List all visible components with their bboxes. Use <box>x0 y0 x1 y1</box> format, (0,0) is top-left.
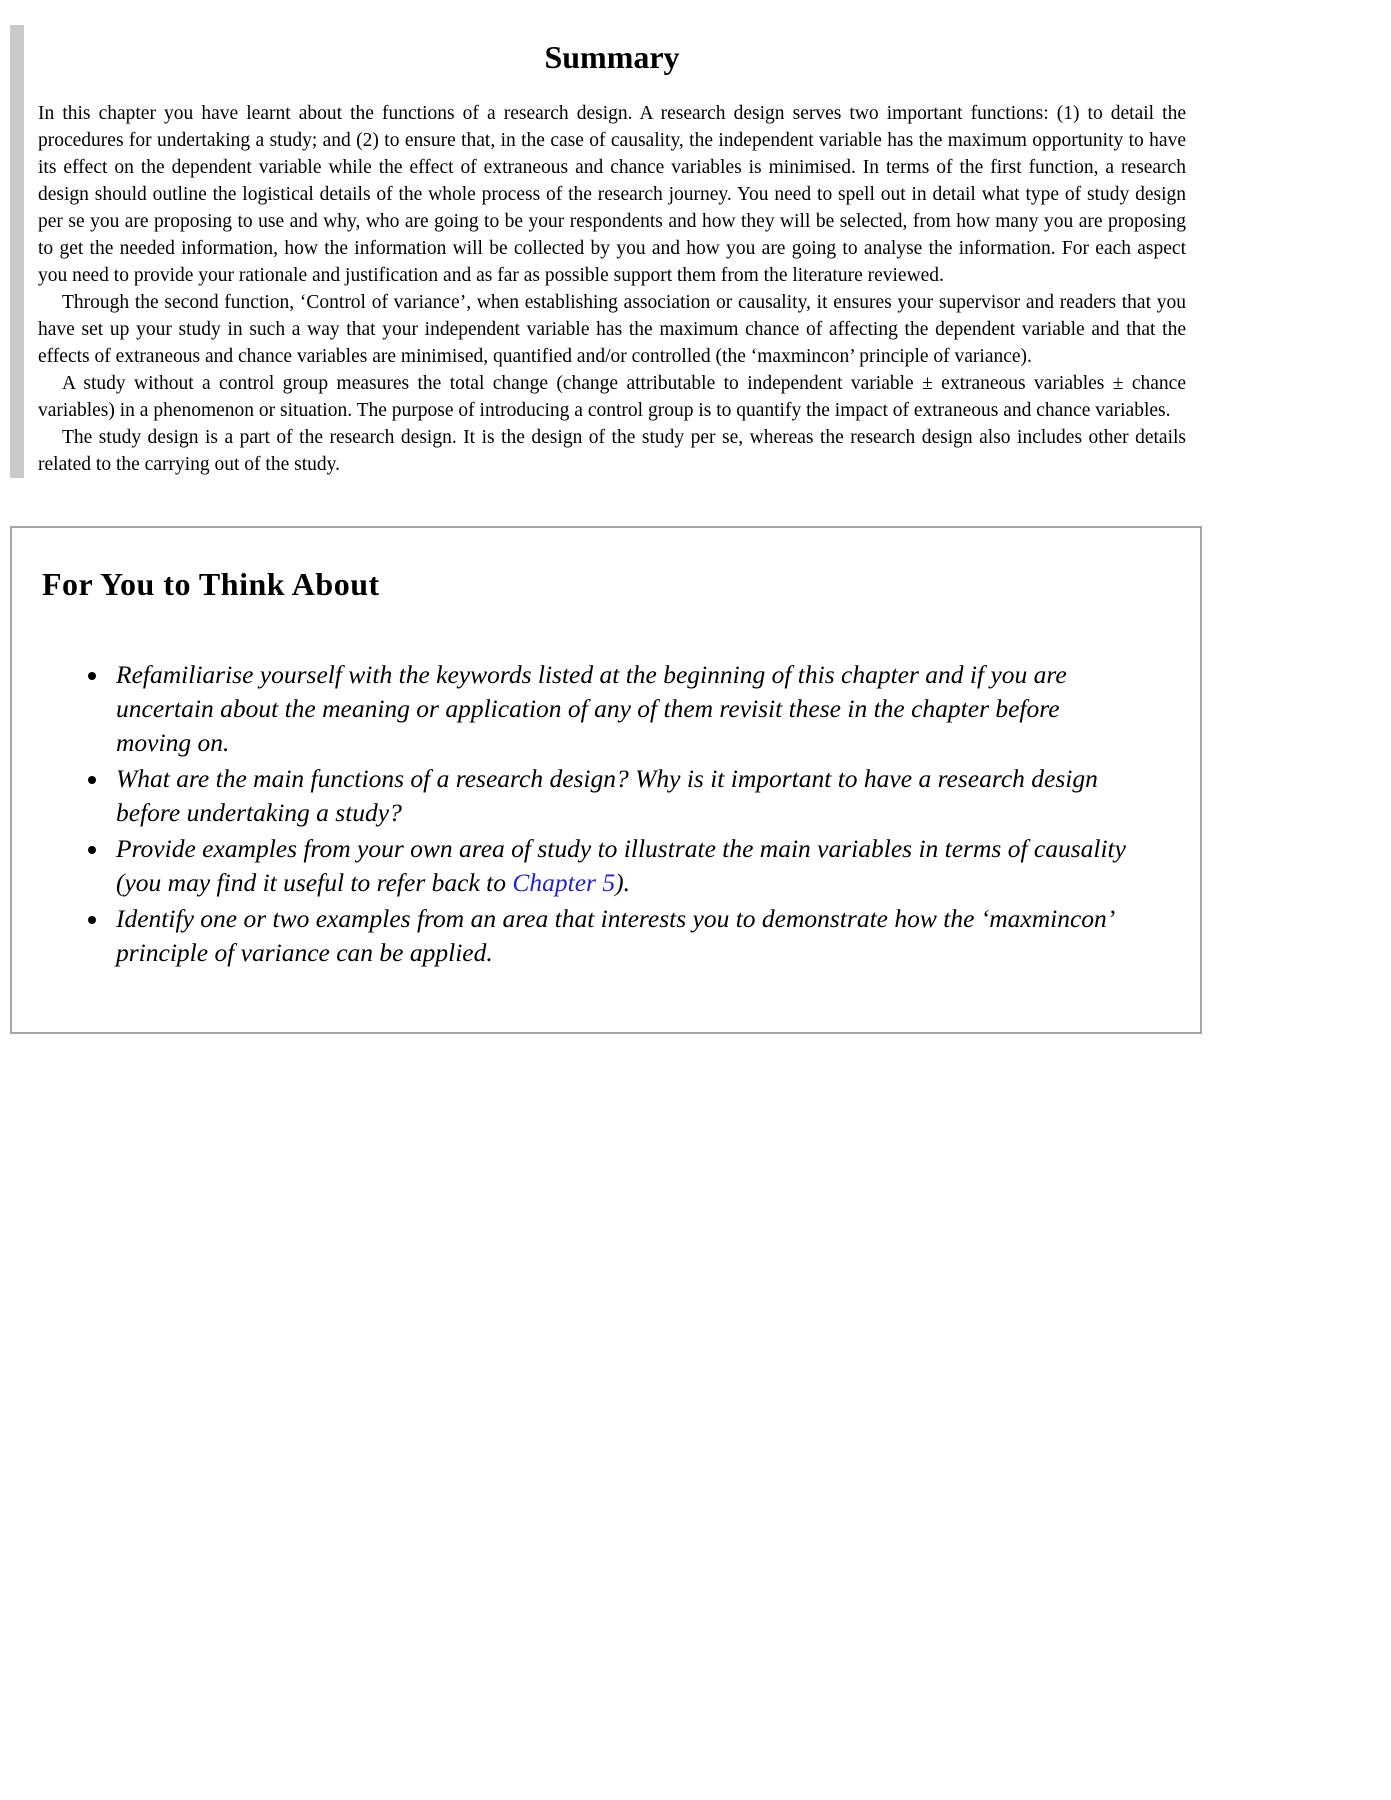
summary-heading: Summary <box>544 39 680 75</box>
think-about-item-text: Provide examples from your own area of study to illustrate the main variables in terms of causality (you may find it useful to refer back to <box>116 834 1126 897</box>
think-about-item-text: ). <box>615 868 630 897</box>
summary-paragraph: The study design is a part of the research design. It is the design of the study per se, whereas the research design also includes other details related to the carrying out of the study. <box>38 427 1186 475</box>
summary-section <box>0 0 1391 478</box>
summary-content <box>24 25 1186 478</box>
think-about-item <box>110 658 1140 760</box>
summary-quote-bar <box>10 25 24 478</box>
think-about-item <box>110 832 1140 900</box>
summary-paragraph: In this chapter you have learnt about the functions of a research design. A research design serves two important functions: (1) to detail the procedures for undertaking a study; and (2) to ensure that, in the case of causality, the independent variable has the maximum opportunity to have its effect on the dependent variable while the effect of extraneous and chance variables is minimised. In terms of the first function, a research design should outline the logistical details of the whole process of the research journey. You need to spell out in detail what type of study design per se you are proposing to use and why, who are going to be your respondents and how they will be selected, from how many you are proposing to get the needed information, how the information will be collected by you and how you are going to analyse the information. For each aspect you need to provide your rationale and justification and as far as possible support them from the literature reviewed. <box>38 103 1186 286</box>
think-about-list <box>42 658 1140 970</box>
chapter-5-link[interactable]: Chapter 5 <box>512 868 616 897</box>
think-about-item <box>110 902 1140 970</box>
think-about-item-text: What are the main functions of a research design? Why is it important to have a research design before undertaking a study? <box>116 764 1098 827</box>
summary-paragraph: A study without a control group measures the total change (change attributable to independent variable ± extraneous variables ± chance variables) in a phenomenon or situation. The purpose of introducing a control group is to quantify the impact of extraneous and chance variables. <box>38 373 1186 421</box>
think-about-heading: For You to Think About <box>42 566 380 602</box>
think-about-item-text: Identify one or two examples from an area that interests you to demonstrate how the ‘maxmincon’ principle of variance can be applied. <box>116 904 1113 967</box>
summary-paragraph: Through the second function, ‘Control of variance’, when establishing association or causality, it ensures your supervisor and readers that you have set up your study in such a way that your independent variable has the maximum chance of affecting the dependent variable and that the effects of extraneous and chance variables are minimised, quantified and/or controlled (the ‘maxmincon’ principle of variance). <box>38 292 1186 367</box>
think-about-item <box>110 762 1140 830</box>
think-about-box <box>10 526 1202 1034</box>
think-about-item-text: Refamiliarise yourself with the keywords listed at the beginning of this chapter and if you are uncertain about the meaning or application of any of them revisit these in the chapter before moving on. <box>116 660 1067 757</box>
